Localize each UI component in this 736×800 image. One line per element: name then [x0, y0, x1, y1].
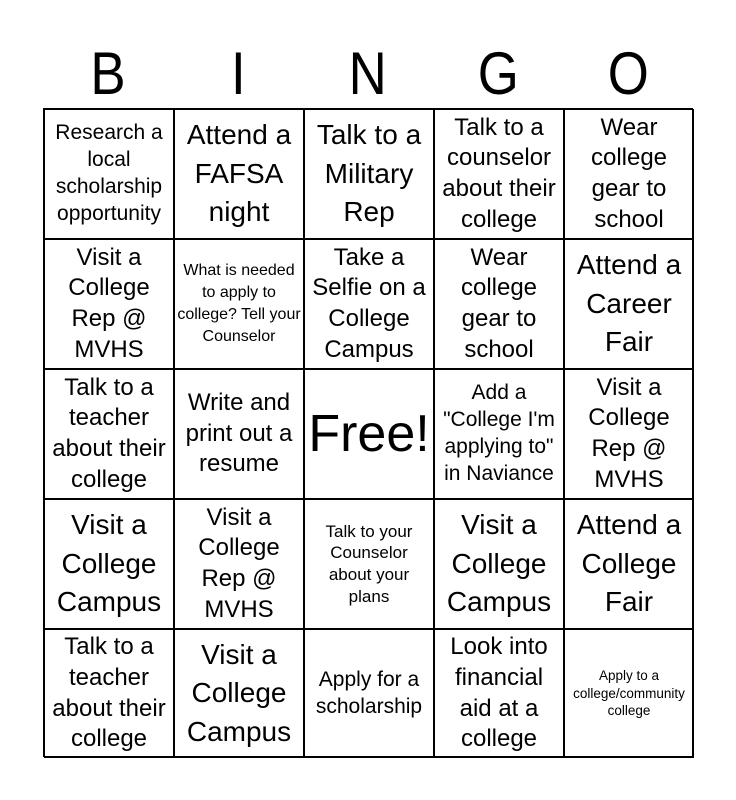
bingo-cell-text: Visit a College Campus — [446, 509, 552, 618]
bingo-cell-text: Attend a College Fair — [576, 509, 682, 618]
bingo-cell-text: Visit a College Rep @ MVHS — [198, 503, 280, 623]
bingo-cell[interactable] — [434, 369, 564, 499]
bingo-cell-text: Free! — [308, 405, 430, 463]
bingo-cell[interactable] — [44, 369, 174, 499]
header-letter-text: G — [477, 40, 519, 107]
bingo-cell[interactable] — [44, 239, 174, 369]
bingo-cell-text: Visit a College Rep @ MVHS — [588, 373, 670, 493]
bingo-cell-text: Talk to a counselor about their college — [442, 113, 556, 233]
bingo-cell-text: Wear college gear to school — [590, 113, 668, 233]
bingo-cell[interactable] — [174, 109, 304, 239]
bingo-cell-text: Add a "College I'm applying to" in Naviance — [443, 381, 555, 485]
bingo-cell[interactable] — [44, 629, 174, 758]
bingo-cell[interactable] — [174, 499, 304, 629]
header-letter-text: B — [90, 40, 126, 107]
bingo-cell[interactable] — [304, 239, 434, 369]
bingo-cell-text: Visit a College Campus — [186, 638, 292, 747]
bingo-cell-text: Attend a Career Fair — [576, 249, 682, 358]
header-letter-text: O — [607, 40, 649, 107]
bingo-cell[interactable] — [174, 629, 304, 758]
header-letter-g — [433, 40, 563, 108]
bingo-cell[interactable] — [564, 369, 694, 499]
bingo-cell-text: Talk to your Counselor about your plans — [325, 521, 413, 606]
bingo-header — [43, 40, 693, 108]
bingo-cell-text: What is needed to apply to college? Tell your Counselor — [177, 261, 301, 346]
bingo-cell[interactable] — [434, 629, 564, 758]
bingo-cell-text: Research a local scholarship opportunity — [55, 121, 163, 225]
header-letter-o — [563, 40, 693, 108]
bingo-cell-text: Talk to a teacher about their college — [52, 633, 166, 753]
header-letter-b — [43, 40, 173, 108]
header-letter-n — [303, 40, 433, 108]
bingo-cell[interactable] — [44, 499, 174, 629]
bingo-cell-text: Apply for a scholarship — [315, 667, 423, 718]
bingo-cell[interactable] — [174, 369, 304, 499]
header-letter-i — [173, 40, 303, 108]
bingo-cell-text: Visit a College Rep @ MVHS — [68, 243, 150, 363]
bingo-cell[interactable] — [434, 499, 564, 629]
header-letter-text: N — [348, 40, 388, 107]
bingo-cell[interactable] — [304, 629, 434, 758]
free-space-cell[interactable] — [304, 369, 434, 499]
bingo-cell[interactable] — [564, 499, 694, 629]
bingo-cell-text: Talk to a Military Rep — [316, 119, 422, 228]
bingo-cell[interactable] — [434, 239, 564, 369]
header-letter-text: I — [230, 40, 246, 107]
bingo-cell[interactable] — [434, 109, 564, 239]
bingo-cell[interactable] — [564, 109, 694, 239]
bingo-cell[interactable] — [304, 499, 434, 629]
bingo-grid — [43, 108, 693, 757]
bingo-cell[interactable] — [174, 239, 304, 369]
bingo-cell-text: Attend a FAFSA night — [186, 119, 292, 228]
bingo-cell-text: Apply to a college/community college — [573, 668, 685, 719]
bingo-cell-text: Take a Selfie on a College Campus — [312, 243, 426, 363]
bingo-cell[interactable] — [564, 239, 694, 369]
bingo-cell[interactable] — [44, 109, 174, 239]
bingo-cell-text: Talk to a teacher about their college — [52, 373, 166, 493]
bingo-cell[interactable] — [304, 109, 434, 239]
bingo-cell-text: Visit a College Campus — [56, 509, 162, 618]
bingo-cell[interactable] — [564, 629, 694, 758]
bingo-cell-text: Wear college gear to school — [460, 243, 538, 363]
bingo-cell-text: Write and print out a resume — [185, 388, 293, 478]
bingo-cell-text: Look into financial aid at a college — [450, 633, 548, 753]
